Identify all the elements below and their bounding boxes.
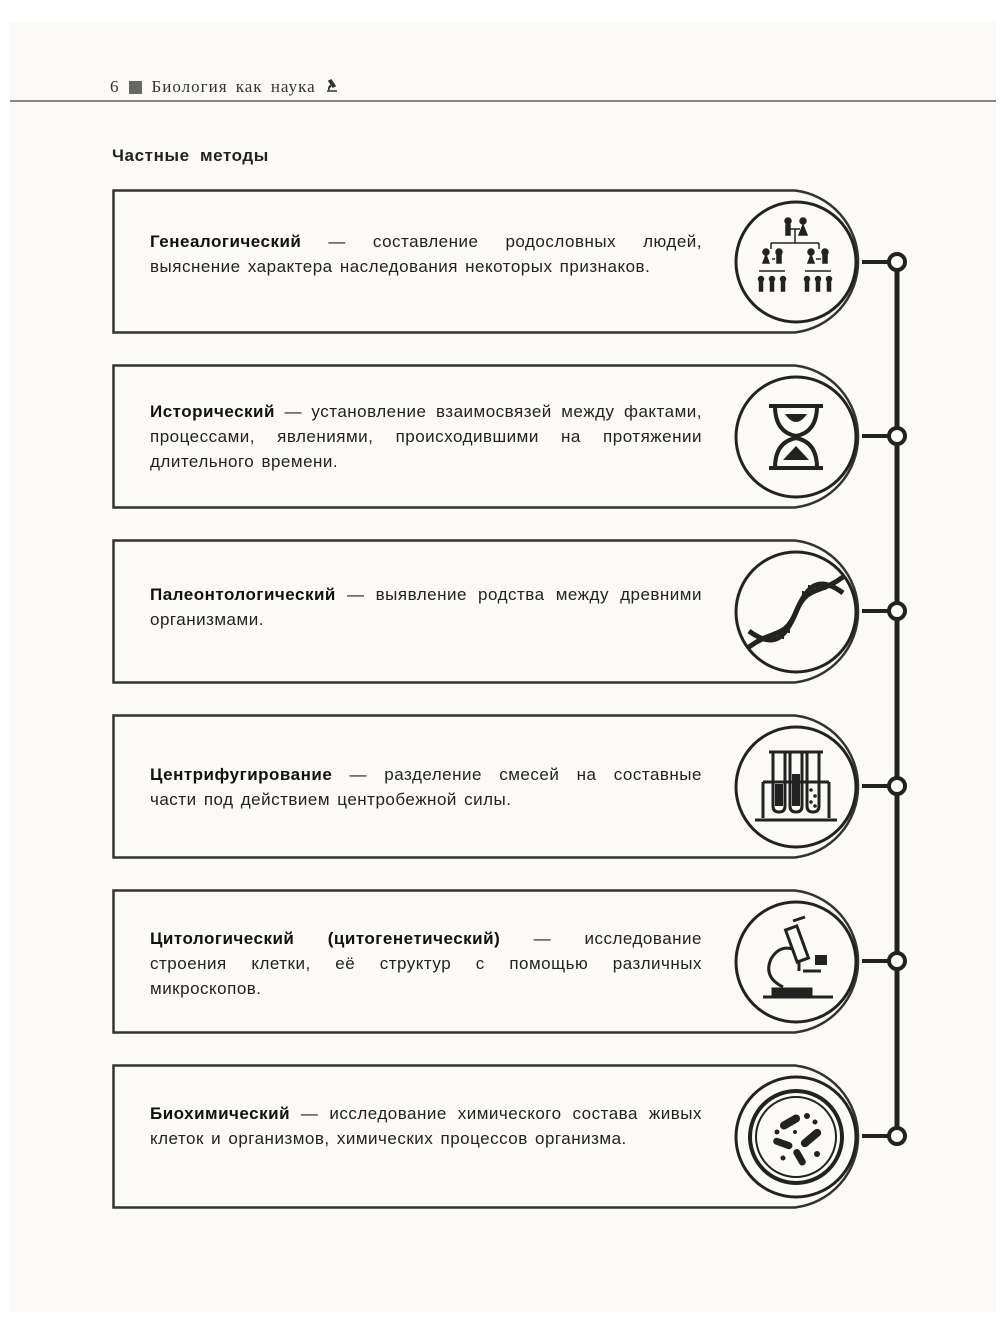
method-term: Генеалогический: [150, 232, 302, 251]
method-term: Биохимический: [150, 1104, 291, 1123]
dna-icon: [733, 549, 859, 675]
pedigree-icon: [733, 199, 859, 325]
method-description: [150, 926, 702, 1001]
petri-dish-icon: [733, 1074, 859, 1200]
method-card-historical: [112, 364, 862, 509]
method-card-genealogical: [112, 189, 862, 334]
hourglass-icon: [733, 374, 859, 500]
method-definition: — исследование строения клетки, её структур с помощью различных микроскопов.: [150, 929, 703, 998]
method-definition: — разделение смесей на составные части под действием центробежной силы.: [150, 765, 702, 809]
method-card-cytological: [112, 889, 862, 1034]
method-description: [150, 762, 702, 812]
method-term: Палеонтологический: [150, 585, 336, 604]
page-number: 6: [110, 77, 120, 96]
method-card-paleontological: [112, 539, 862, 684]
method-description: [150, 582, 702, 632]
method-card-biochemical: [112, 1064, 862, 1209]
method-term: Центрифугирование: [150, 765, 333, 784]
method-description: [150, 399, 702, 474]
method-definition: — составление родословных людей, выяснение характера наследования некоторых признаков.: [150, 232, 702, 276]
running-title: Биология как наука: [151, 77, 316, 96]
test-tubes-icon: [733, 724, 859, 850]
method-description: [150, 229, 702, 279]
method-term: Исторический: [150, 402, 275, 421]
section-title: Частные методы: [112, 146, 269, 165]
method-definition: — выявление родства между древними организмами.: [150, 585, 702, 629]
method-definition: — исследование химического состава живых клеток и организмов, химических процессов организма.: [150, 1104, 702, 1148]
method-card-centrifugation: [112, 714, 862, 859]
microscope-icon: [733, 899, 859, 1025]
method-term: Цитологический (цитогенетический): [150, 929, 501, 948]
method-definition: — установление взаимосвязей между фактами, процессами, явлениями, происходившими на протяжении длительного времени.: [150, 402, 702, 471]
method-description: [150, 1101, 702, 1151]
